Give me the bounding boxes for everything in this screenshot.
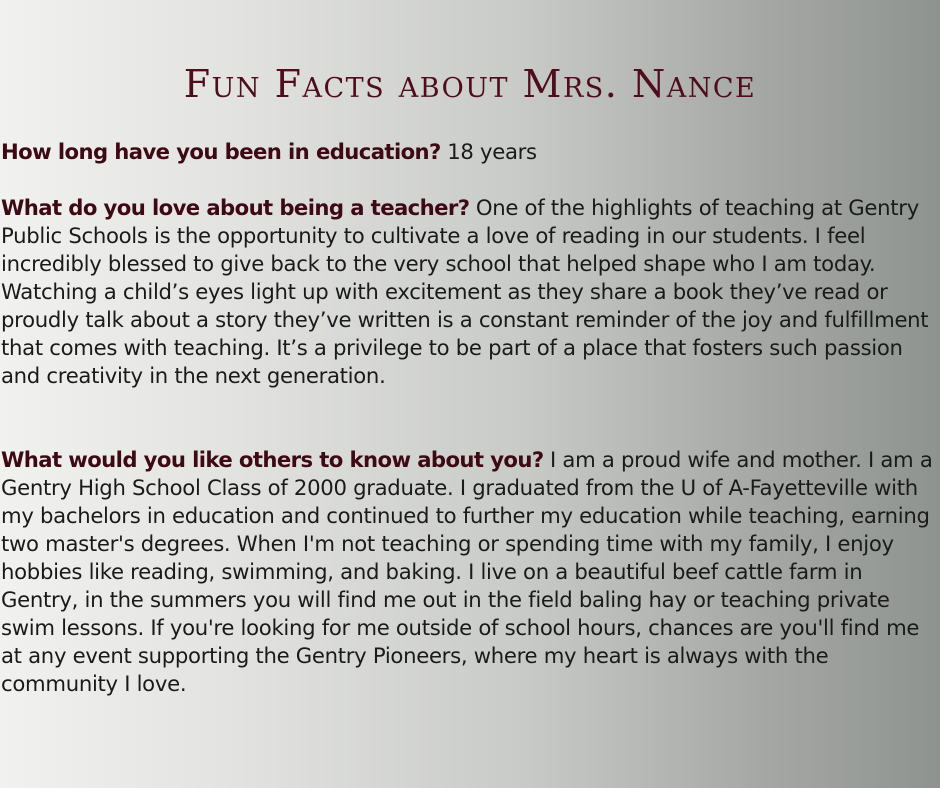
answer-text: 18 years: [447, 139, 537, 164]
qa-item-years-in-education: [1, 138, 939, 166]
question-text: What do you love about being a teacher?: [1, 195, 470, 220]
qa-item-love-about-teaching: [1, 194, 939, 390]
question-text: What would you like others to know about you?: [1, 447, 544, 472]
answer-text: One of the highlights of teaching at Gentry Public Schools is the opportunity to cultivate a love of reading in our students. I feel incredibly blessed to give back to the very school that helped shape who I am today. Watching a child’s eyes light up with excitement as they share a book they’ve read or proudly talk about a story they’ve written is a constant reminder of the joy and fulfillment that comes with teaching. It’s a privilege to be part of a place that fosters such passion and creativity in the next generation.: [1, 195, 929, 388]
answer-text: I am a proud wife and mother. I am a Gentry High School Class of 2000 graduate. I graduated from the U of A-Fayetteville with my bachelors in education and continued to further my education while teaching, earning two master's degrees. When I'm not teaching or spending time with my family, I enjoy hobbies like reading, swimming, and baking. I live on a beautiful beef cattle farm in Gentry, in the summers you will find me out in the field baling hay or teaching private swim lessons. If you're looking for me outside of school hours, chances are you'll find me at any event supporting the Gentry Pioneers, where my heart is always with the community I love.: [1, 447, 933, 696]
qa-item-about-me: [1, 446, 939, 698]
question-text: How long have you been in education?: [1, 139, 441, 164]
page-title: Fun Facts about Mrs. Nance: [183, 62, 757, 106]
